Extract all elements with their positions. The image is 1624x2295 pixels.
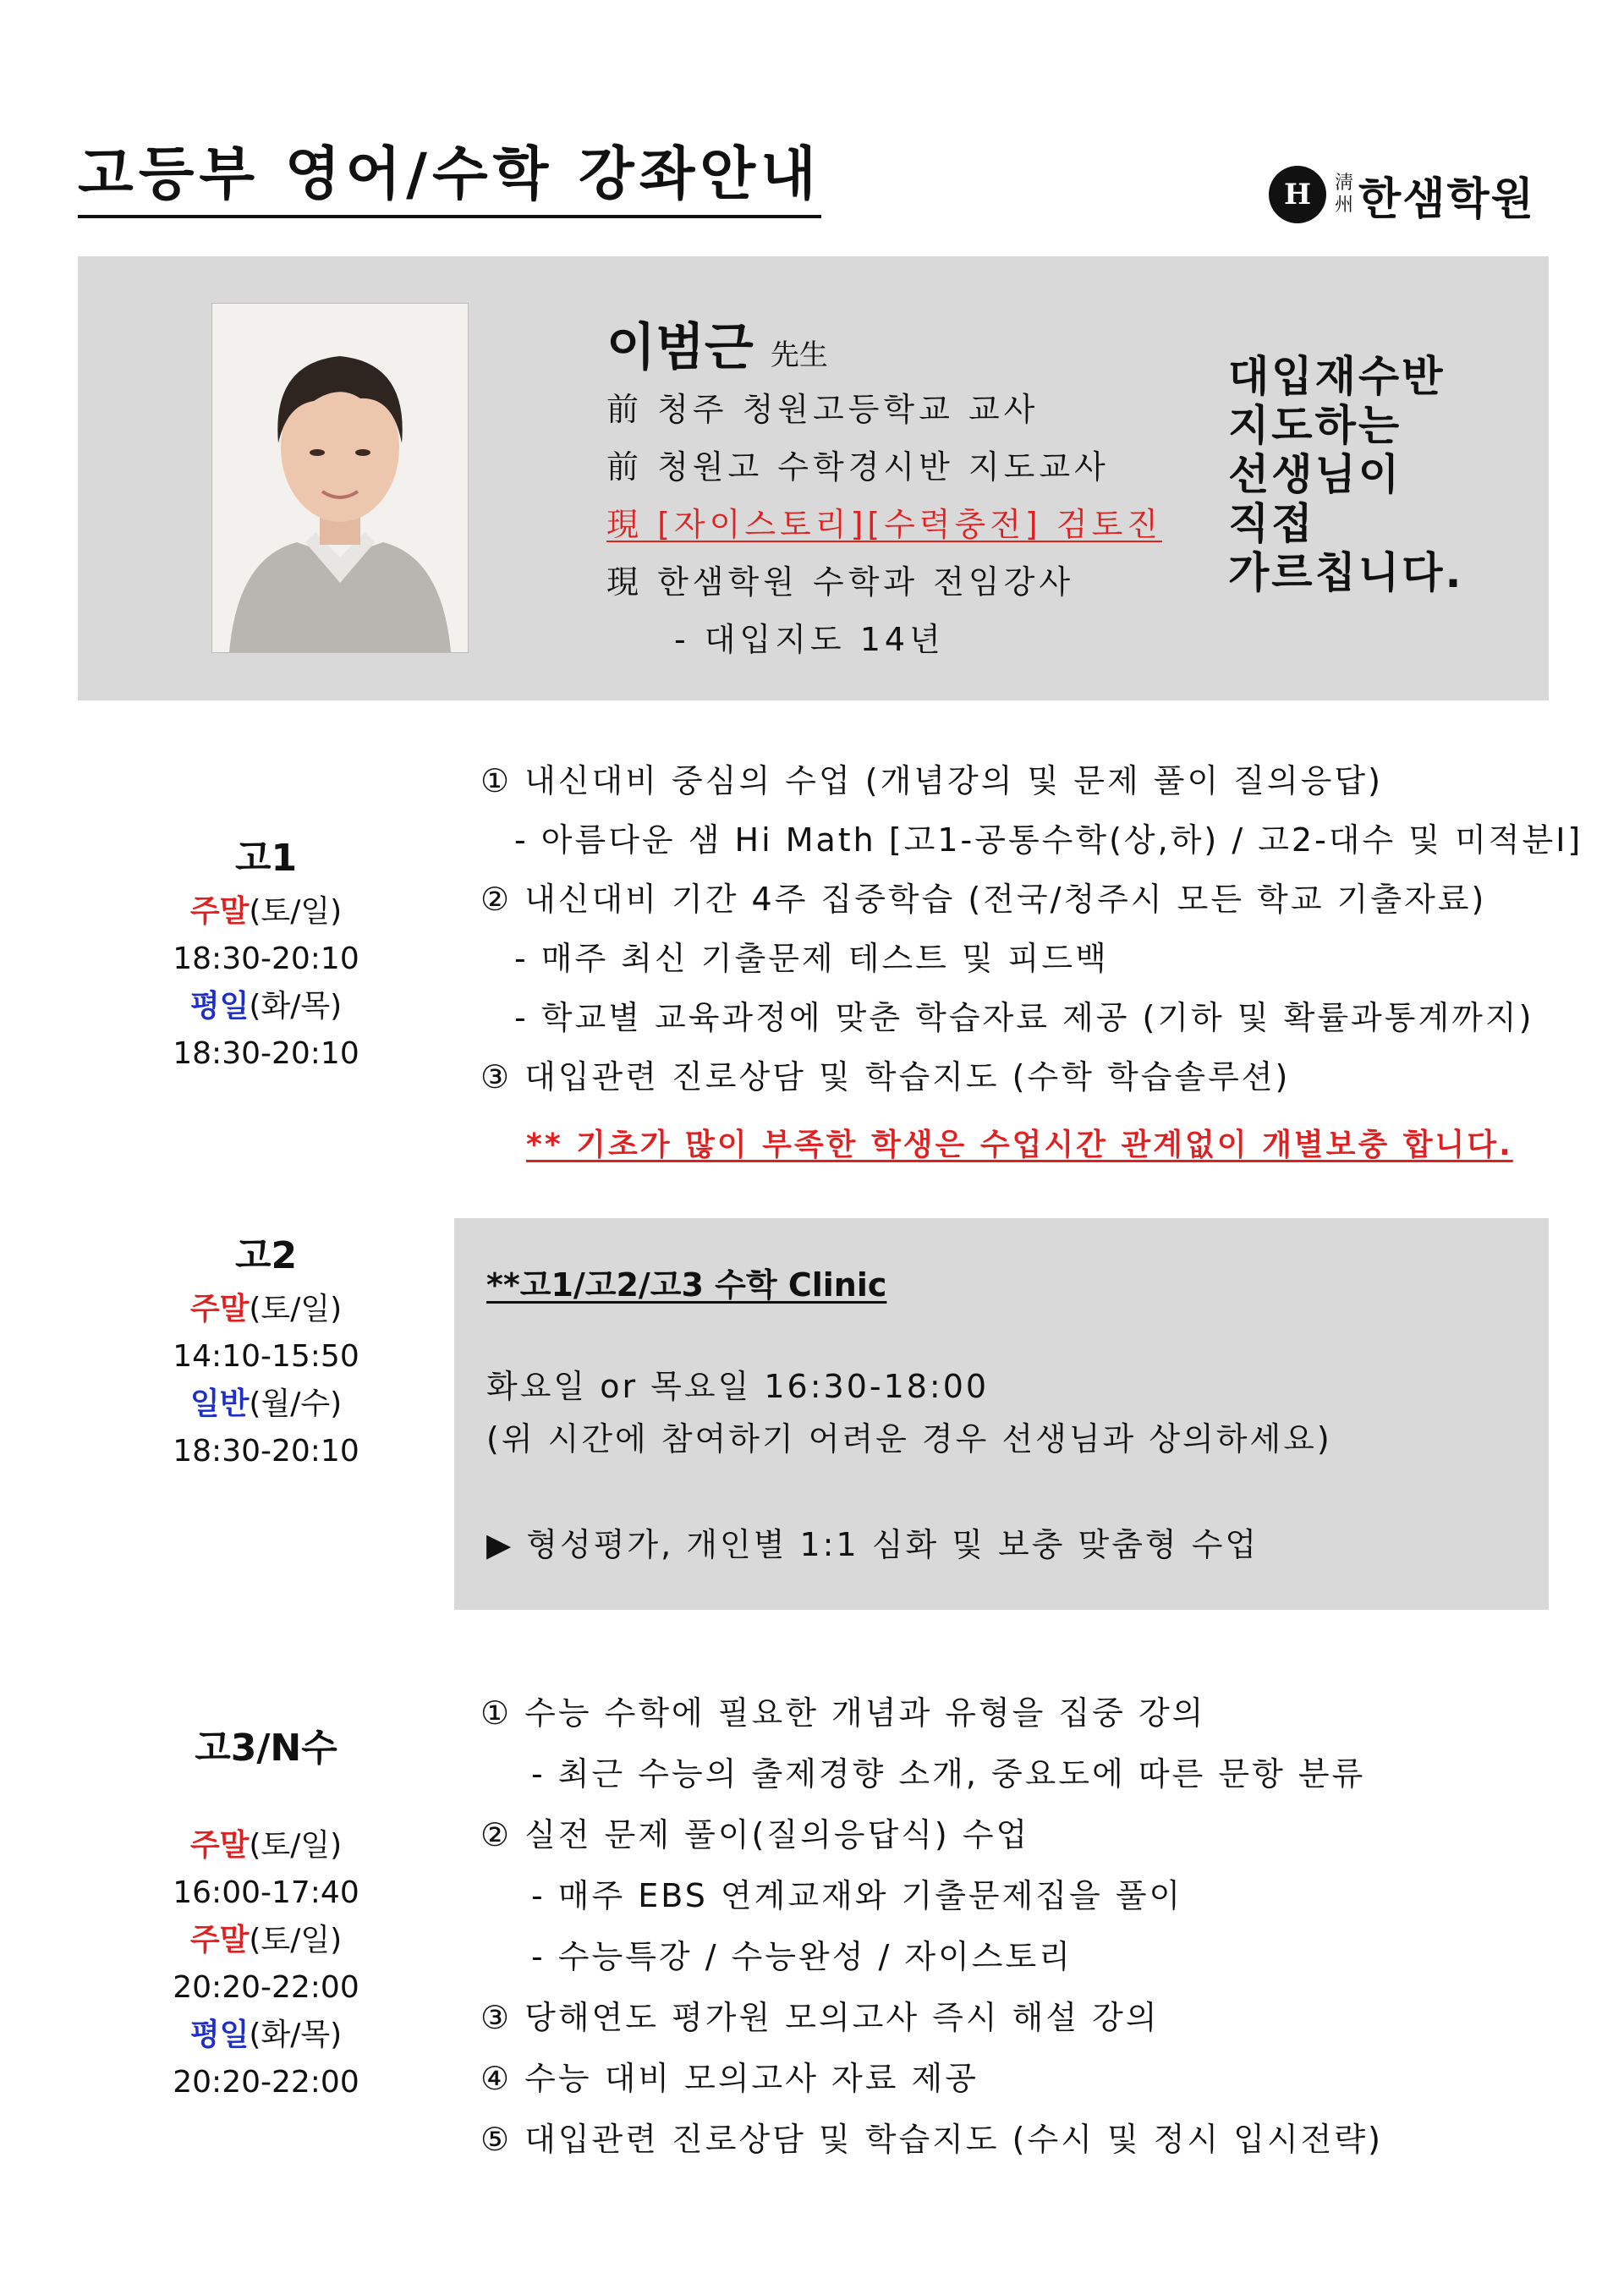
g3-feature-line: - 최근 수능의 출제경향 소개, 중요도에 따른 문항 분류 xyxy=(531,1755,1366,1793)
g2-schedule-label: 일반 xyxy=(189,1386,250,1421)
clinic-panel xyxy=(454,1218,1549,1610)
g1-schedule-time: 18:30-20:10 xyxy=(173,1036,359,1071)
g3-feature-line: ④ 수능 대비 모의고사 자료 제공 xyxy=(480,2060,979,2097)
g3-schedule-days xyxy=(78,1917,454,1964)
g2-schedule-day-range: (월/수) xyxy=(249,1386,343,1421)
g2-schedule-day-range: (토/일) xyxy=(249,1292,343,1326)
g3-schedule-day-range: (화/목) xyxy=(249,2018,343,2052)
g2-grade-name: 고2 xyxy=(234,1234,298,1277)
tagline-line: 선생님이 xyxy=(1228,450,1402,499)
g2-schedule-time: 18:30-20:10 xyxy=(173,1434,359,1469)
g1-feature-line: - 아름다운 샘 Hi Math [고1-공통수학(상,하) / 고2-대수 및 미적분I] xyxy=(514,821,1583,859)
teacher-photo xyxy=(211,303,469,653)
clinic-note: (위 시간에 참여하기 어려운 경우 선생님과 상의하세요) xyxy=(486,1420,1332,1458)
g3-feature-line: - 수능특강 / 수능완성 / 자이스토리 xyxy=(531,1938,1073,1975)
g2-schedule-days xyxy=(78,1381,454,1428)
g1-notice: ** 기초가 많이 부족한 학생은 수업시간 관계없이 개별보충 합니다. xyxy=(526,1128,1513,1162)
g2-schedule xyxy=(78,1225,454,1475)
g3-feature-line: - 매주 EBS 연계교재와 기출문제집을 풀이 xyxy=(531,1877,1183,1914)
g3-schedule-time: 20:20-22:00 xyxy=(173,1970,359,2005)
g3-schedule-days xyxy=(78,2012,454,2059)
academy-logo xyxy=(1269,161,1535,228)
g3-schedule-day-range: (토/일) xyxy=(249,1923,343,1957)
g1-schedule-label: 평일 xyxy=(189,989,250,1024)
g1-grade-name: 고1 xyxy=(234,837,298,880)
tagline-line: 지도하는 xyxy=(1228,401,1402,450)
g3-feature-line: ③ 당해연도 평가원 모의고사 즉시 해설 강의 xyxy=(480,1999,1160,2036)
career-line-highlight: 現 [자이스토리][수력충전] 검토진 xyxy=(606,506,1162,543)
g3-feature-line: ① 수능 수학에 필요한 개념과 유형을 집중 강의 xyxy=(480,1694,1206,1732)
clinic-feature: ▶ 형성평가, 개인별 1:1 심화 및 보충 맞춤형 수업 xyxy=(486,1526,1259,1563)
g1-schedule-days xyxy=(78,983,454,1030)
teacher-name xyxy=(606,307,828,380)
g1-schedule-day-range: (토/일) xyxy=(249,894,343,929)
logo-hanja xyxy=(1335,173,1353,217)
teacher-name-text: 이범근 xyxy=(606,318,754,377)
g3-feature-line: ② 실전 문제 풀이(질의응답식) 수업 xyxy=(480,1816,1030,1853)
career-line: - 대입지도 14년 xyxy=(674,621,945,658)
g3-schedule-day-range: (토/일) xyxy=(249,1828,343,1863)
career-line: 前 청원고 수학경시반 지도교사 xyxy=(606,448,1110,486)
logo-hanja-bottom: 州 xyxy=(1335,195,1354,216)
teacher-tagline xyxy=(1228,352,1464,597)
clinic-time: 화요일 or 목요일 16:30-18:00 xyxy=(486,1368,990,1405)
logo-name: 한샘학원 xyxy=(1358,173,1535,225)
g1-schedule-label: 주말 xyxy=(189,894,250,929)
g3-schedule-label: 평일 xyxy=(189,2018,250,2052)
g2-schedule-time: 14:10-15:50 xyxy=(173,1339,359,1374)
g1-schedule-day-range: (화/목) xyxy=(249,989,343,1024)
g2-schedule-label: 주말 xyxy=(189,1292,250,1326)
tagline-line: 직접 xyxy=(1228,499,1315,548)
tagline-line: 대입재수반 xyxy=(1228,352,1446,401)
g3-schedule xyxy=(78,1717,454,2106)
teacher-title-suffix: 先生 xyxy=(770,338,828,372)
tagline-line: 가르칩니다. xyxy=(1228,548,1464,597)
career-line: 現 한샘학원 수학과 전임강사 xyxy=(606,563,1075,601)
g3-schedule-time: 20:20-22:00 xyxy=(173,2065,359,2100)
teacher-info-panel xyxy=(78,256,1549,700)
g3-schedule-time: 16:00-17:40 xyxy=(173,1875,359,1910)
logo-hanja-top: 淸 xyxy=(1335,173,1354,194)
g3-feature-line: ⑤ 대입관련 진로상담 및 학습지도 (수시 및 정시 입시전략) xyxy=(480,2121,1383,2158)
g1-feature-line: - 매주 최신 기출문제 테스트 및 피드백 xyxy=(514,940,1109,977)
teacher-portrait-icon xyxy=(212,304,468,652)
page-title: 고등부 영어/수학 강좌안내 xyxy=(78,142,821,218)
g3-schedule-label: 주말 xyxy=(189,1828,250,1863)
clinic-title: **고1/고2/고3 수학 Clinic xyxy=(486,1266,887,1304)
g1-schedule-days xyxy=(78,888,454,936)
g1-schedule-time: 18:30-20:10 xyxy=(173,942,359,976)
g1-feature-line: - 학교별 교육과정에 맞춘 학습자료 제공 (기하 및 확률과통계까지) xyxy=(514,999,1534,1036)
g1-feature-line: ③ 대입관련 진로상담 및 학습지도 (수학 학습솔루션) xyxy=(480,1058,1291,1095)
g1-schedule xyxy=(78,827,454,1078)
logo-mark-icon: H xyxy=(1269,166,1326,223)
career-line: 前 청주 청원고등학교 교사 xyxy=(606,391,1040,428)
g1-feature-line: ② 내신대비 기간 4주 집중학습 (전국/청주시 모든 학교 기출자료) xyxy=(480,881,1487,918)
g3-schedule-label: 주말 xyxy=(189,1923,250,1957)
g1-feature-line: ① 내신대비 중심의 수업 (개념강의 및 문제 풀이 질의응답) xyxy=(480,762,1383,799)
g3-schedule-days xyxy=(78,1822,454,1869)
g3-grade-name: 고3/N수 xyxy=(195,1727,337,1770)
g2-schedule-days xyxy=(78,1286,454,1333)
